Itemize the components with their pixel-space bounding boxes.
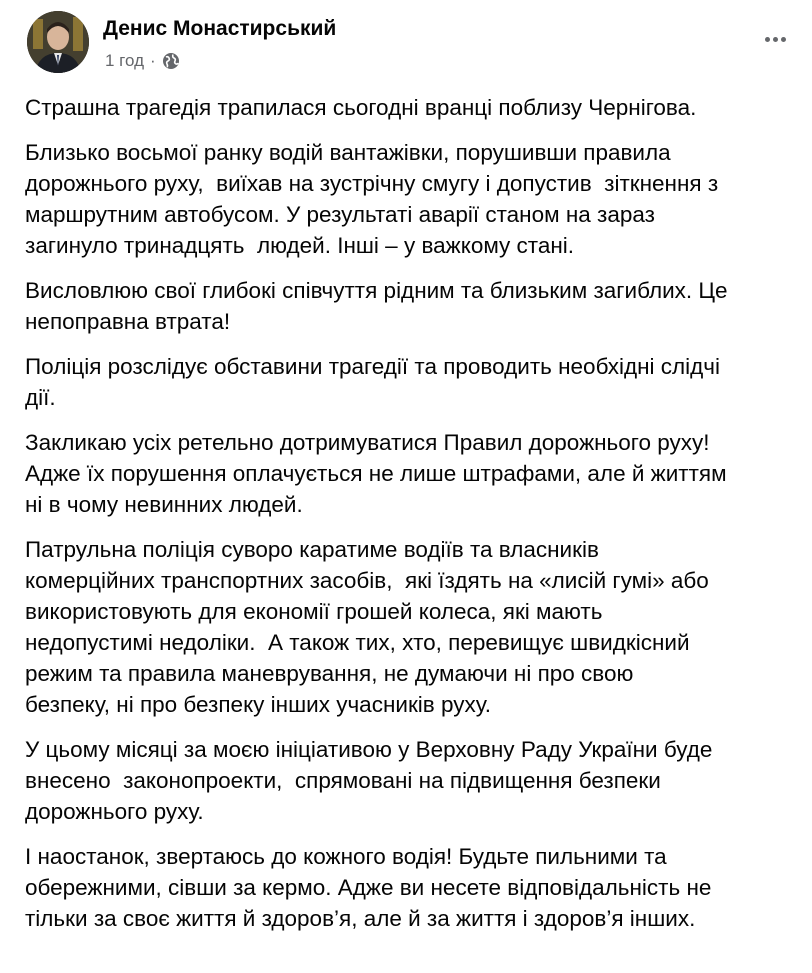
post-header bbox=[27, 11, 797, 83]
post-paragraph: Поліція розслідує обставини трагедії та проводить необхідні слідчі дії. bbox=[25, 354, 720, 410]
post-author-name[interactable]: Денис Монастирський bbox=[103, 17, 337, 40]
post-paragraph: Закликаю усіх ретельно дотримуватися Правил дорожнього руху! Адже їх порушення оплачується не лише штрафами, але й життям ні в чому невинних людей. bbox=[25, 430, 727, 517]
globe-icon[interactable] bbox=[162, 52, 180, 70]
post-timestamp[interactable]: 1 год bbox=[105, 51, 145, 70]
post-paragraph: У цьому місяці за моєю ініціативою у Верховну Раду України буде внесено законопроекти, спрямовані на підвищення безпеки дорожнього руху. bbox=[25, 737, 713, 824]
meta-separator: · bbox=[150, 51, 156, 70]
avatar[interactable] bbox=[27, 11, 89, 73]
post-paragraph: Страшна трагедія трапилася сьогодні вранці поблизу Чернігова. bbox=[25, 95, 697, 120]
post-paragraph: Висловлюю свої глибокі співчуття рідним та близьким загиблих. Це непоправна втрата! bbox=[25, 278, 728, 334]
avatar-portrait bbox=[27, 11, 89, 73]
post-body bbox=[25, 92, 795, 948]
more-horizontal-icon[interactable] bbox=[757, 31, 793, 47]
post-paragraph: Близько восьмої ранку водій вантажівки, порушивши правила дорожнього руху, виїхав на зустрічну смугу і допустив зіткнення з маршрутним автобусом. У результаті аварії станом на зараз загинуло тринадцять людей. Інші – у важкому стані. bbox=[25, 140, 719, 258]
post-paragraph: Патрульна поліція суворо каратиме водіїв та власників комерційних транспортних засобів, які їздять на «лисій гумі» або використовують для економії грошей колеса, які мають недопустимі недоліки. А також тих, хто, перевищує швидкісний режим та правила маневрування, не думаючи ні про свою безпеку, ні про безпеку інших учасників руху. bbox=[25, 537, 709, 717]
post-meta bbox=[105, 51, 180, 71]
post-paragraph: І наостанок, звертаюсь до кожного водія! Будьте пильними та обережними, сівши за кермо. Адже ви несете відповідальність не тільки за своє життя й здоров’я, але й за життя і здоров’я інших. bbox=[25, 844, 712, 931]
